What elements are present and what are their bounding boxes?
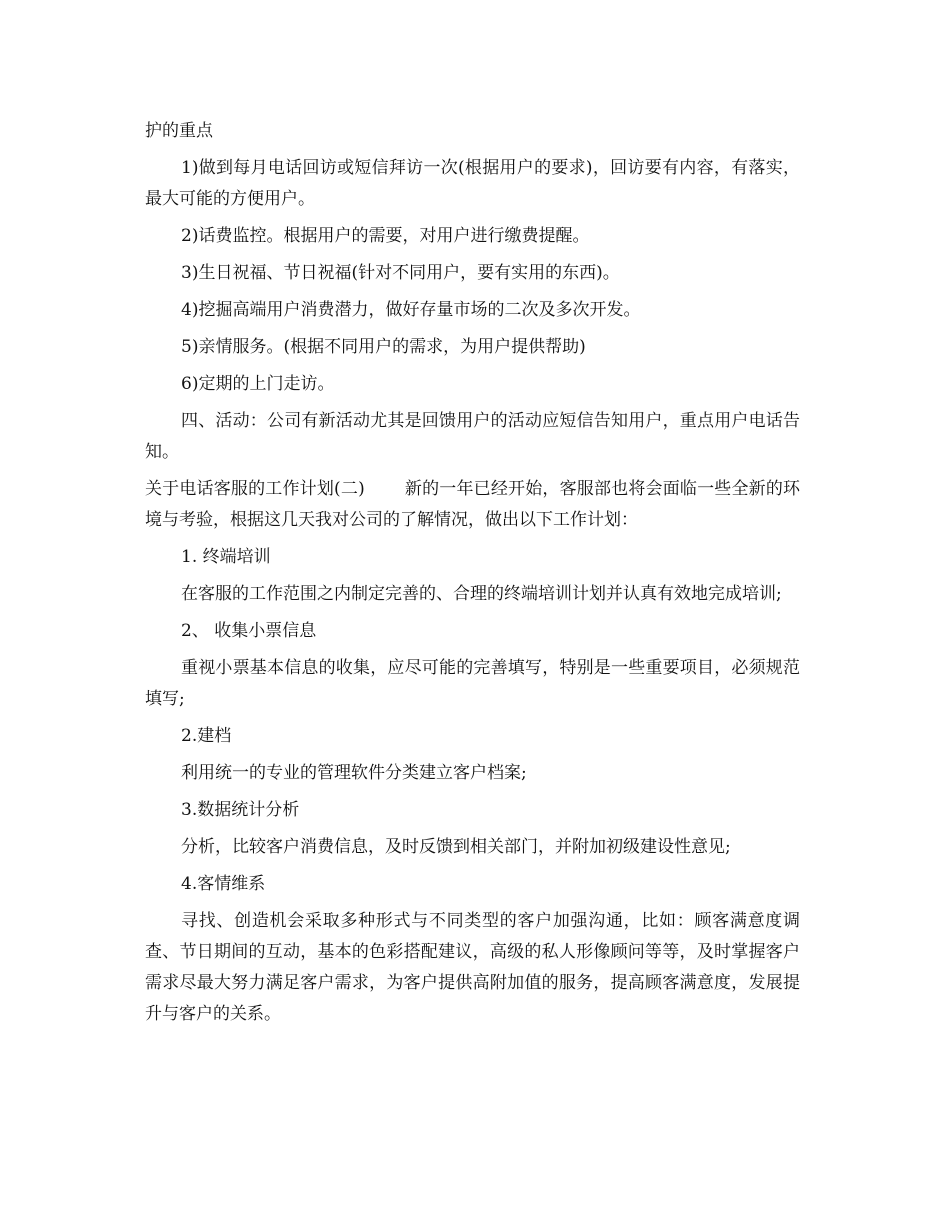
intro-text: 新的一年已经开始，客服部也将会面临一些全新的环境与考验，根据这几天我对公司的了解情况，做出以下工作计划： bbox=[145, 479, 801, 530]
paragraph-item-2: 2)话费监控。根据用户的需要，对用户进行缴费提醒。 bbox=[181, 226, 590, 246]
paragraph-receipt-info: 重视小票基本信息的收集，应尽可能的完善填写，特别是一些重要项目，必须规范填写; bbox=[145, 658, 800, 709]
paragraph-item-5: 5)亲情服务。(根据不同用户的需求，为用户提供帮助) bbox=[181, 337, 586, 357]
heading-receipt-info: 2、 收集小票信息 bbox=[181, 621, 317, 641]
paragraph-plan-intro bbox=[145, 474, 800, 536]
paragraph-item-1: 1)做到每月电话回访或短信拜访一次(根据用户的要求)，回访要有内容，有落实，最大可能的方便用户。 bbox=[145, 158, 800, 209]
paragraph-data-analysis: 分析，比较客户消费信息，及时反馈到相关部门，并附加初级建设性意见; bbox=[181, 837, 731, 857]
heading-customer-relations: 4.客情维系 bbox=[181, 874, 266, 894]
paragraph-item-4: 4)挖掘高端用户消费潜力，做好存量市场的二次及多次开发。 bbox=[181, 300, 641, 320]
paragraph-continuation: 护的重点 bbox=[145, 121, 213, 141]
paragraph-item-3: 3)生日祝福、节日祝福(针对不同用户，要有实用的东西)。 bbox=[181, 263, 620, 283]
paragraph-terminal-training: 在客服的工作范围之内制定完善的、合理的终端培训计划并认真有效地完成培训; bbox=[181, 584, 782, 604]
paragraph-activity: 四、活动：公司有新活动尤其是回馈用户的活动应短信告知用户，重点用户电话告知。 bbox=[145, 411, 800, 462]
section-title: 关于电话客服的工作计划(二) bbox=[145, 479, 365, 499]
heading-data-analysis: 3.数据统计分析 bbox=[181, 800, 300, 820]
heading-terminal-training: 1. 终端培训 bbox=[181, 547, 271, 567]
heading-archive: 2.建档 bbox=[181, 726, 232, 746]
paragraph-item-6: 6)定期的上门走访。 bbox=[181, 374, 335, 394]
paragraph-archive: 利用统一的专业的管理软件分类建立客户档案; bbox=[181, 763, 527, 783]
document-body bbox=[145, 116, 800, 1036]
paragraph-customer-relations: 寻找、创造机会采取多种形式与不同类型的客户加强沟通，比如：顾客满意度调查、节日期间的互动，基本的色彩搭配建议，高级的私人形像顾问等等，及时掌握客户需求尽最大努力满足客户需求，为客户提供高附加值的服务，提高顾客满意度，发展提升与客户的关系。 bbox=[145, 911, 800, 1024]
